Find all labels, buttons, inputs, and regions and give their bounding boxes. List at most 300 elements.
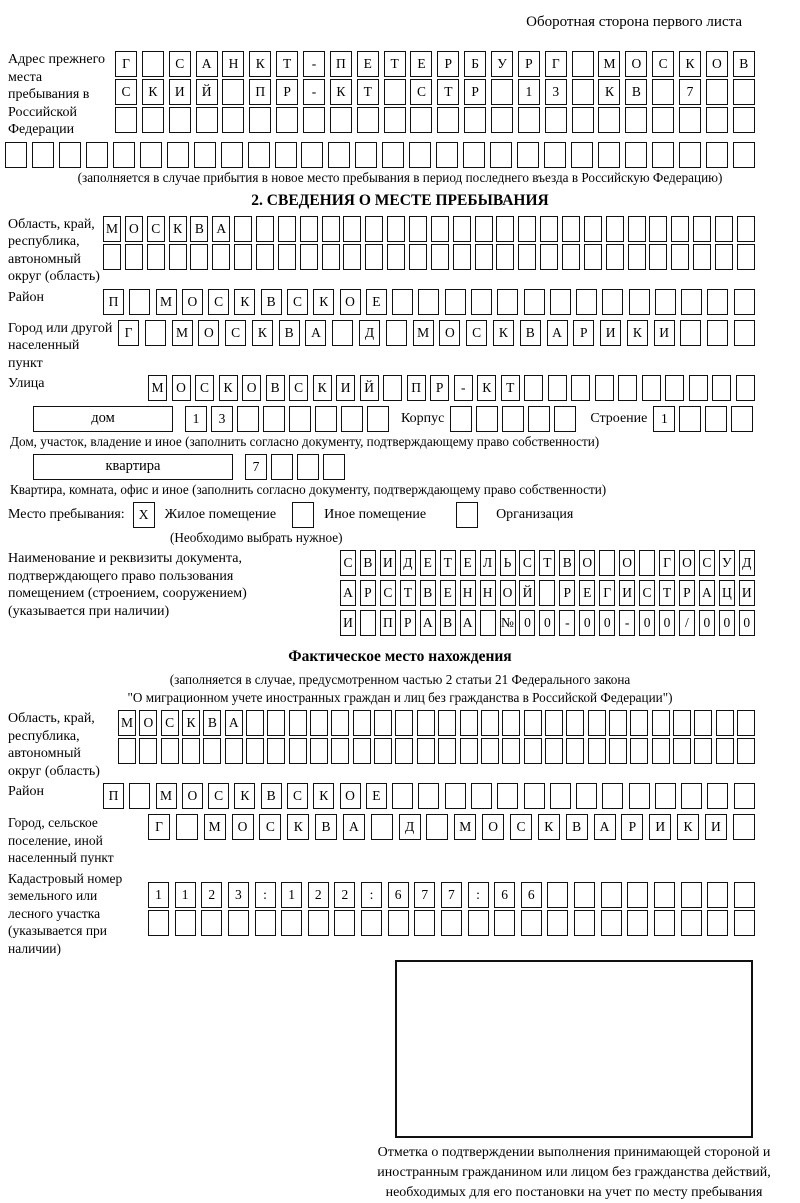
char-cell[interactable]: Т <box>659 580 675 606</box>
char-cell[interactable] <box>374 710 392 736</box>
char-cell[interactable]: О <box>439 320 460 346</box>
char-cell[interactable]: К <box>677 814 699 840</box>
char-cell[interactable] <box>386 320 407 346</box>
char-cell[interactable]: Е <box>420 550 436 576</box>
char-cell[interactable] <box>574 882 595 908</box>
char-cell[interactable]: 0 <box>719 610 735 636</box>
char-cell[interactable] <box>357 107 379 133</box>
char-cell[interactable] <box>705 406 727 432</box>
char-cell[interactable]: В <box>279 320 300 346</box>
char-cell[interactable]: Р <box>400 610 416 636</box>
char-cell[interactable]: О <box>198 320 219 346</box>
char-cell[interactable] <box>267 738 285 764</box>
char-cell[interactable]: М <box>172 320 193 346</box>
char-cell[interactable]: Г <box>148 814 170 840</box>
char-cell[interactable] <box>115 107 137 133</box>
char-cell[interactable]: 7 <box>441 882 462 908</box>
char-cell[interactable] <box>212 244 230 270</box>
char-cell[interactable]: № <box>500 610 516 636</box>
char-cell[interactable]: Е <box>460 550 476 576</box>
char-cell[interactable] <box>341 406 363 432</box>
char-cell[interactable] <box>371 814 393 840</box>
char-cell[interactable] <box>410 107 432 133</box>
char-cell[interactable] <box>367 406 389 432</box>
char-cell[interactable] <box>731 406 753 432</box>
char-cell[interactable] <box>426 814 448 840</box>
char-cell[interactable]: : <box>468 882 489 908</box>
char-cell[interactable] <box>222 79 244 105</box>
char-cell[interactable]: 2 <box>201 882 222 908</box>
char-cell[interactable]: 6 <box>388 882 409 908</box>
char-cell[interactable]: В <box>266 375 285 401</box>
char-cell[interactable]: О <box>340 783 361 809</box>
char-cell[interactable] <box>228 910 249 936</box>
char-cell[interactable]: К <box>249 51 271 77</box>
char-cell[interactable] <box>169 244 187 270</box>
char-cell[interactable]: К <box>313 289 334 315</box>
char-cell[interactable]: В <box>559 550 575 576</box>
char-cell[interactable]: О <box>182 289 203 315</box>
char-cell[interactable]: К <box>169 216 187 242</box>
char-cell[interactable]: Р <box>437 51 459 77</box>
char-cell[interactable]: С <box>287 289 308 315</box>
char-cell[interactable] <box>271 454 293 480</box>
char-cell[interactable] <box>571 142 593 168</box>
char-cell[interactable]: В <box>261 783 282 809</box>
char-cell[interactable] <box>297 454 319 480</box>
char-cell[interactable] <box>601 910 622 936</box>
char-cell[interactable] <box>395 710 413 736</box>
char-cell[interactable]: И <box>705 814 727 840</box>
char-cell[interactable] <box>539 580 555 606</box>
char-cell[interactable] <box>471 783 492 809</box>
char-cell[interactable] <box>502 406 524 432</box>
char-cell[interactable] <box>308 910 329 936</box>
char-cell[interactable]: П <box>407 375 426 401</box>
char-cell[interactable]: 0 <box>539 610 555 636</box>
char-cell[interactable] <box>679 107 701 133</box>
char-cell[interactable]: Д <box>739 550 755 576</box>
char-cell[interactable]: 1 <box>175 882 196 908</box>
char-cell[interactable] <box>707 320 728 346</box>
char-cell[interactable]: Т <box>400 580 416 606</box>
char-cell[interactable] <box>628 244 646 270</box>
char-cell[interactable] <box>715 216 733 242</box>
char-cell[interactable]: О <box>242 375 261 401</box>
char-cell[interactable]: А <box>305 320 326 346</box>
char-cell[interactable] <box>737 738 755 764</box>
char-cell[interactable] <box>147 244 165 270</box>
char-cell[interactable]: П <box>103 289 124 315</box>
char-cell[interactable] <box>167 142 189 168</box>
char-cell[interactable] <box>418 783 439 809</box>
char-cell[interactable]: К <box>493 320 514 346</box>
char-cell[interactable] <box>322 244 340 270</box>
char-cell[interactable] <box>554 406 576 432</box>
char-cell[interactable]: 7 <box>245 454 267 480</box>
char-cell[interactable] <box>496 216 514 242</box>
char-cell[interactable]: С <box>510 814 532 840</box>
char-cell[interactable] <box>234 216 252 242</box>
char-cell[interactable] <box>263 406 285 432</box>
char-cell[interactable]: 3 <box>228 882 249 908</box>
char-cell[interactable]: 0 <box>699 610 715 636</box>
char-cell[interactable] <box>331 710 349 736</box>
char-cell[interactable] <box>175 910 196 936</box>
char-cell[interactable] <box>571 375 590 401</box>
char-cell[interactable]: Г <box>599 580 615 606</box>
char-cell[interactable] <box>323 454 345 480</box>
char-cell[interactable]: Р <box>360 580 376 606</box>
char-cell[interactable] <box>365 216 383 242</box>
char-cell[interactable] <box>706 107 728 133</box>
char-cell[interactable] <box>384 107 406 133</box>
char-cell[interactable] <box>545 107 567 133</box>
char-cell[interactable]: А <box>196 51 218 77</box>
char-cell[interactable] <box>655 783 676 809</box>
char-cell[interactable]: О <box>679 550 695 576</box>
char-cell[interactable] <box>490 142 512 168</box>
char-cell[interactable] <box>547 910 568 936</box>
char-cell[interactable] <box>736 375 755 401</box>
char-cell[interactable] <box>606 244 624 270</box>
char-cell[interactable] <box>453 244 471 270</box>
char-cell[interactable]: С <box>169 51 191 77</box>
char-cell[interactable] <box>562 244 580 270</box>
char-cell[interactable]: К <box>313 375 332 401</box>
char-cell[interactable] <box>142 51 164 77</box>
char-cell[interactable]: П <box>380 610 396 636</box>
char-cell[interactable] <box>734 289 755 315</box>
char-cell[interactable] <box>392 783 413 809</box>
char-cell[interactable] <box>491 79 513 105</box>
char-cell[interactable] <box>671 244 689 270</box>
char-cell[interactable] <box>103 244 121 270</box>
char-cell[interactable] <box>545 738 563 764</box>
char-cell[interactable] <box>460 738 478 764</box>
char-cell[interactable] <box>602 289 623 315</box>
char-cell[interactable] <box>445 289 466 315</box>
char-cell[interactable] <box>289 710 307 736</box>
char-cell[interactable]: Р <box>573 320 594 346</box>
char-cell[interactable]: 7 <box>414 882 435 908</box>
char-cell[interactable]: К <box>538 814 560 840</box>
char-cell[interactable] <box>383 375 402 401</box>
char-cell[interactable]: О <box>139 710 157 736</box>
char-cell[interactable]: И <box>169 79 191 105</box>
char-cell[interactable]: Ц <box>719 580 735 606</box>
char-cell[interactable]: В <box>190 216 208 242</box>
char-cell[interactable] <box>733 142 755 168</box>
char-cell[interactable]: 0 <box>739 610 755 636</box>
char-cell[interactable] <box>598 107 620 133</box>
char-cell[interactable] <box>481 710 499 736</box>
char-cell[interactable] <box>734 783 755 809</box>
char-cell[interactable] <box>256 244 274 270</box>
char-cell[interactable]: С <box>225 320 246 346</box>
char-cell[interactable] <box>654 882 675 908</box>
char-cell[interactable] <box>572 79 594 105</box>
char-cell[interactable] <box>737 216 755 242</box>
char-cell[interactable] <box>733 107 755 133</box>
char-cell[interactable] <box>431 216 449 242</box>
char-cell[interactable] <box>524 710 542 736</box>
char-cell[interactable] <box>737 710 755 736</box>
char-cell[interactable] <box>588 738 606 764</box>
char-cell[interactable] <box>221 142 243 168</box>
char-cell[interactable]: М <box>156 783 177 809</box>
char-cell[interactable]: В <box>566 814 588 840</box>
char-cell[interactable]: А <box>212 216 230 242</box>
char-cell[interactable] <box>562 216 580 242</box>
char-cell[interactable]: А <box>699 580 715 606</box>
char-cell[interactable] <box>409 142 431 168</box>
char-cell[interactable]: О <box>619 550 635 576</box>
char-cell[interactable]: А <box>225 710 243 736</box>
char-cell[interactable] <box>387 244 405 270</box>
char-cell[interactable] <box>118 738 136 764</box>
char-cell[interactable] <box>629 783 650 809</box>
char-cell[interactable] <box>361 910 382 936</box>
char-cell[interactable]: И <box>340 610 356 636</box>
char-cell[interactable]: О <box>500 580 516 606</box>
char-cell[interactable] <box>584 244 602 270</box>
char-cell[interactable]: Е <box>366 289 387 315</box>
char-cell[interactable]: : <box>361 882 382 908</box>
char-cell[interactable] <box>275 142 297 168</box>
char-cell[interactable] <box>328 142 350 168</box>
char-cell[interactable] <box>374 738 392 764</box>
char-cell[interactable] <box>540 244 558 270</box>
char-cell[interactable] <box>142 107 164 133</box>
stay-type-checkbox-organization[interactable] <box>456 502 478 528</box>
char-cell[interactable]: К <box>234 783 255 809</box>
char-cell[interactable] <box>139 738 157 764</box>
char-cell[interactable]: - <box>619 610 635 636</box>
char-cell[interactable] <box>540 216 558 242</box>
char-cell[interactable]: 1 <box>281 882 302 908</box>
char-cell[interactable] <box>715 244 733 270</box>
char-cell[interactable] <box>395 738 413 764</box>
char-cell[interactable]: - <box>303 79 325 105</box>
char-cell[interactable] <box>716 738 734 764</box>
char-cell[interactable]: П <box>103 783 124 809</box>
char-cell[interactable]: К <box>234 289 255 315</box>
char-cell[interactable] <box>681 910 702 936</box>
char-cell[interactable] <box>310 738 328 764</box>
char-cell[interactable] <box>737 244 755 270</box>
char-cell[interactable] <box>588 710 606 736</box>
char-cell[interactable] <box>86 142 108 168</box>
char-cell[interactable] <box>450 406 472 432</box>
char-cell[interactable] <box>248 142 270 168</box>
char-cell[interactable]: У <box>719 550 735 576</box>
char-cell[interactable]: С <box>208 783 229 809</box>
char-cell[interactable] <box>497 289 518 315</box>
char-cell[interactable]: В <box>733 51 755 77</box>
char-cell[interactable] <box>310 710 328 736</box>
char-cell[interactable] <box>392 289 413 315</box>
char-cell[interactable]: К <box>598 79 620 105</box>
char-cell[interactable] <box>517 142 539 168</box>
char-cell[interactable] <box>201 910 222 936</box>
char-cell[interactable] <box>599 550 615 576</box>
char-cell[interactable] <box>502 710 520 736</box>
char-cell[interactable] <box>707 289 728 315</box>
char-cell[interactable] <box>129 783 150 809</box>
char-cell[interactable] <box>125 244 143 270</box>
char-cell[interactable] <box>129 289 150 315</box>
char-cell[interactable]: Е <box>410 51 432 77</box>
char-cell[interactable]: К <box>182 710 200 736</box>
char-cell[interactable] <box>140 142 162 168</box>
char-cell[interactable] <box>384 79 406 105</box>
char-cell[interactable] <box>550 289 571 315</box>
char-cell[interactable] <box>161 738 179 764</box>
char-cell[interactable]: С <box>380 580 396 606</box>
char-cell[interactable]: С <box>115 79 137 105</box>
char-cell[interactable]: К <box>627 320 648 346</box>
char-cell[interactable] <box>438 738 456 764</box>
char-cell[interactable] <box>343 244 361 270</box>
char-cell[interactable] <box>145 320 166 346</box>
char-cell[interactable] <box>609 710 627 736</box>
char-cell[interactable] <box>497 783 518 809</box>
char-cell[interactable] <box>548 375 567 401</box>
char-cell[interactable]: 1 <box>185 406 207 432</box>
char-cell[interactable]: - <box>303 51 325 77</box>
char-cell[interactable] <box>343 216 361 242</box>
char-cell[interactable] <box>431 244 449 270</box>
char-cell[interactable] <box>334 910 355 936</box>
char-cell[interactable]: К <box>219 375 238 401</box>
char-cell[interactable]: Н <box>222 51 244 77</box>
char-cell[interactable]: В <box>625 79 647 105</box>
char-cell[interactable] <box>5 142 27 168</box>
char-cell[interactable] <box>289 406 311 432</box>
char-cell[interactable]: 0 <box>599 610 615 636</box>
char-cell[interactable] <box>445 783 466 809</box>
char-cell[interactable]: С <box>410 79 432 105</box>
char-cell[interactable]: Р <box>430 375 449 401</box>
char-cell[interactable] <box>524 289 545 315</box>
char-cell[interactable]: К <box>142 79 164 105</box>
char-cell[interactable] <box>59 142 81 168</box>
char-cell[interactable] <box>630 710 648 736</box>
char-cell[interactable] <box>649 216 667 242</box>
char-cell[interactable] <box>524 738 542 764</box>
char-cell[interactable] <box>707 783 728 809</box>
char-cell[interactable]: М <box>598 51 620 77</box>
char-cell[interactable]: 6 <box>521 882 542 908</box>
char-cell[interactable] <box>176 814 198 840</box>
char-cell[interactable]: К <box>287 814 309 840</box>
char-cell[interactable] <box>496 244 514 270</box>
char-cell[interactable]: А <box>340 580 356 606</box>
char-cell[interactable] <box>734 910 755 936</box>
char-cell[interactable]: М <box>204 814 226 840</box>
char-cell[interactable]: Й <box>519 580 535 606</box>
char-cell[interactable]: В <box>315 814 337 840</box>
char-cell[interactable]: Р <box>559 580 575 606</box>
char-cell[interactable] <box>576 783 597 809</box>
char-cell[interactable] <box>353 710 371 736</box>
char-cell[interactable]: С <box>259 814 281 840</box>
char-cell[interactable]: О <box>125 216 143 242</box>
char-cell[interactable]: 0 <box>639 610 655 636</box>
char-cell[interactable] <box>639 550 655 576</box>
char-cell[interactable]: С <box>289 375 308 401</box>
char-cell[interactable] <box>681 289 702 315</box>
char-cell[interactable] <box>545 710 563 736</box>
char-cell[interactable]: К <box>477 375 496 401</box>
char-cell[interactable] <box>460 710 478 736</box>
char-cell[interactable] <box>518 244 536 270</box>
char-cell[interactable]: К <box>330 79 352 105</box>
char-cell[interactable]: А <box>420 610 436 636</box>
char-cell[interactable]: С <box>161 710 179 736</box>
char-cell[interactable]: Д <box>359 320 380 346</box>
char-cell[interactable] <box>655 289 676 315</box>
char-cell[interactable]: С <box>195 375 214 401</box>
char-cell[interactable] <box>606 216 624 242</box>
char-cell[interactable]: Е <box>366 783 387 809</box>
char-cell[interactable]: С <box>652 51 674 77</box>
char-cell[interactable] <box>642 375 661 401</box>
char-cell[interactable]: М <box>156 289 177 315</box>
house-box[interactable]: дом <box>33 406 173 432</box>
char-cell[interactable] <box>707 910 728 936</box>
char-cell[interactable]: К <box>313 783 334 809</box>
char-cell[interactable] <box>278 216 296 242</box>
char-cell[interactable]: Г <box>118 320 139 346</box>
char-cell[interactable]: М <box>118 710 136 736</box>
char-cell[interactable] <box>595 375 614 401</box>
char-cell[interactable] <box>693 244 711 270</box>
char-cell[interactable] <box>32 142 54 168</box>
char-cell[interactable] <box>196 107 218 133</box>
char-cell[interactable]: Й <box>360 375 379 401</box>
char-cell[interactable] <box>518 216 536 242</box>
char-cell[interactable] <box>267 710 285 736</box>
char-cell[interactable] <box>331 738 349 764</box>
char-cell[interactable] <box>255 910 276 936</box>
char-cell[interactable] <box>463 142 485 168</box>
char-cell[interactable]: А <box>343 814 365 840</box>
char-cell[interactable]: К <box>679 51 701 77</box>
char-cell[interactable]: А <box>460 610 476 636</box>
char-cell[interactable] <box>712 375 731 401</box>
char-cell[interactable]: С <box>519 550 535 576</box>
char-cell[interactable]: О <box>625 51 647 77</box>
char-cell[interactable] <box>572 107 594 133</box>
char-cell[interactable] <box>300 244 318 270</box>
char-cell[interactable] <box>681 783 702 809</box>
char-cell[interactable]: И <box>654 320 675 346</box>
char-cell[interactable]: 0 <box>519 610 535 636</box>
char-cell[interactable] <box>471 289 492 315</box>
char-cell[interactable] <box>256 216 274 242</box>
char-cell[interactable]: 3 <box>211 406 233 432</box>
stay-type-checkbox-other[interactable] <box>292 502 314 528</box>
char-cell[interactable] <box>246 710 264 736</box>
char-cell[interactable]: Т <box>384 51 406 77</box>
char-cell[interactable]: О <box>232 814 254 840</box>
char-cell[interactable]: Т <box>539 550 555 576</box>
char-cell[interactable] <box>417 710 435 736</box>
char-cell[interactable] <box>733 79 755 105</box>
char-cell[interactable]: Р <box>276 79 298 105</box>
